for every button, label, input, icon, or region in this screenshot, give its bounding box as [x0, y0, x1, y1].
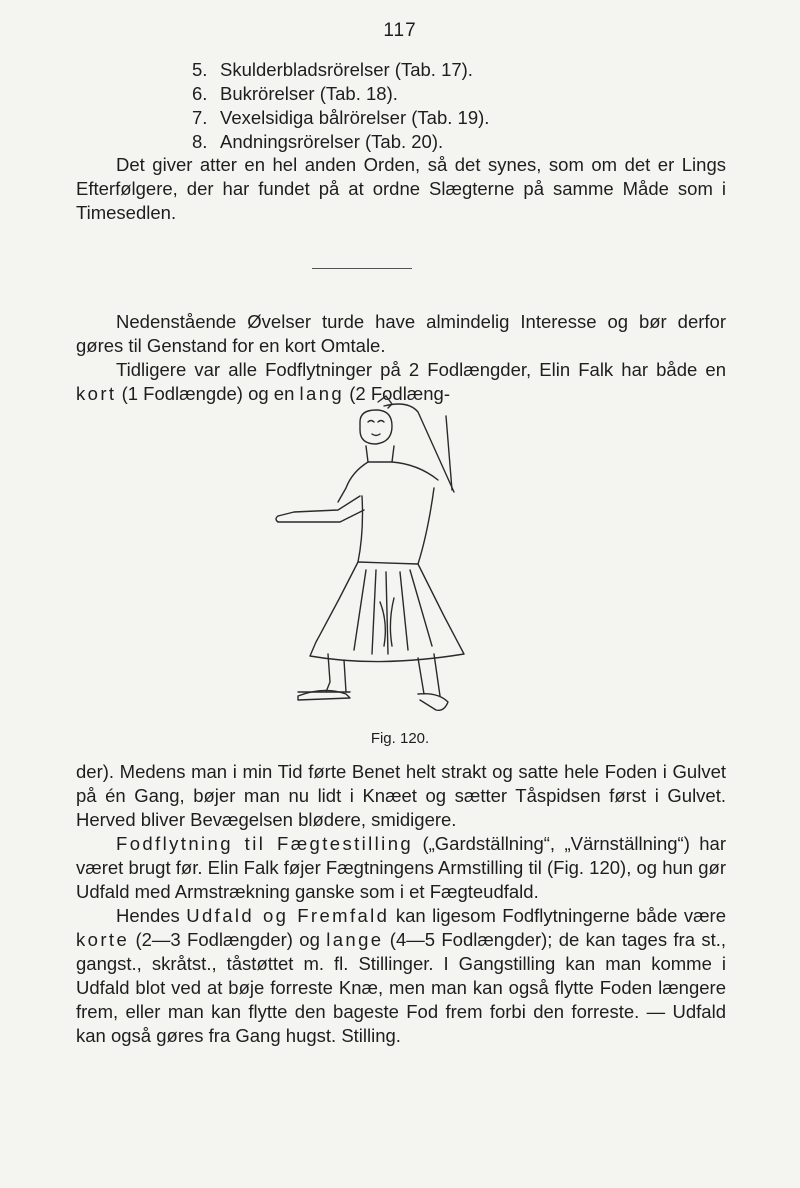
list-item [192, 130, 489, 154]
spaced-term-fremfald: Fremfald [297, 905, 390, 926]
spaced-term-lang: lang [299, 383, 345, 404]
list-item [192, 82, 489, 106]
list-item [192, 58, 489, 82]
text-run: (2—3 Fodlængder) og [129, 929, 327, 950]
list-item [192, 106, 489, 130]
text-run: kan ligesom Fodflytningerne både være [389, 905, 727, 926]
paragraph-faegtestilling [76, 832, 726, 904]
paragraph-udfald [76, 904, 726, 1048]
text-run: („Gardställning“, „Värnställning“) har været brugt før. Elin Falk føjer Fægtningens Armstilling til (Fig. 120), og hun gør Udfald med Armstrækning ganske som i et Fægteudfald. [76, 833, 726, 902]
spaced-term-udfald: Udfald [186, 905, 255, 926]
paragraph-bevaegelse: der). Medens man i min Tid førte Benet helt strakt og satte hele Foden i Gulvet på én Gang, bøjer man nu lidt i Knæet og sætter Tåspidsen først i Gulvet. Herved bliver Bevægelsen blødere, smidigere. [76, 761, 726, 830]
list-text: Skulderbladsrörelser (Tab. 17). [220, 59, 473, 80]
spaced-term-korte: korte [76, 929, 130, 950]
spaced-term-kort: kort [76, 383, 117, 404]
spaced-term-lange: lange [326, 929, 384, 950]
text-run: (1 Fodlængde) og en [116, 383, 300, 404]
list-text: Vexelsidiga bålrörelser (Tab. 19). [220, 107, 490, 128]
text-run: (4—5 Fodlængder); de kan tages fra st., gangst., skråtst., tåstøttet m. fl. Stillinger. I Gangstilling kan man komme i Udfald blot ved at bøje forreste Knæ, men man kan også flytte Foden længere frem, eller man kan flytte den bageste Fod frem forbi den forreste. — Udfald kan også gøres fra Gang hugst. Stilling. [76, 929, 726, 1046]
page-number: 117 [383, 20, 417, 41]
list-text: Bukrörelser (Tab. 18). [220, 83, 398, 104]
list-number: 5. [192, 59, 208, 80]
section-divider [312, 268, 412, 269]
spaced-term-faegtestilling: Fodflytning til Fægtestilling [116, 833, 414, 854]
spaced-term-og: og [254, 905, 298, 926]
paragraph-ovelser-intro: Nedenstående Øvelser turde have almindelig Interesse og bør derfor gøres til Genstand for en kort Omtale. [76, 311, 726, 356]
figure-caption: Fig. 120. [370, 730, 430, 747]
list-text: Andningsrörelser (Tab. 20). [220, 131, 444, 152]
paragraph-fodflytning [76, 760, 726, 1048]
text-run: Tidligere var alle Fodflytninger på 2 Fodlængder, Elin Falk har både en [116, 359, 726, 380]
list-number: 6. [192, 83, 208, 104]
exercise-list [192, 58, 489, 154]
list-number: 7. [192, 107, 208, 128]
text-run: (2 Fodlæng- [344, 383, 450, 404]
text-run: Hendes [116, 905, 187, 926]
paragraph-orden: Det giver atter en hel anden Orden, så det synes, som om det er Lings Efterfølgere, der har fundet på at ordne Slægterne på samme Måde som i Timesedlen. [76, 154, 726, 223]
fencing-figure-illustration [268, 392, 488, 722]
list-number: 8. [192, 131, 208, 152]
